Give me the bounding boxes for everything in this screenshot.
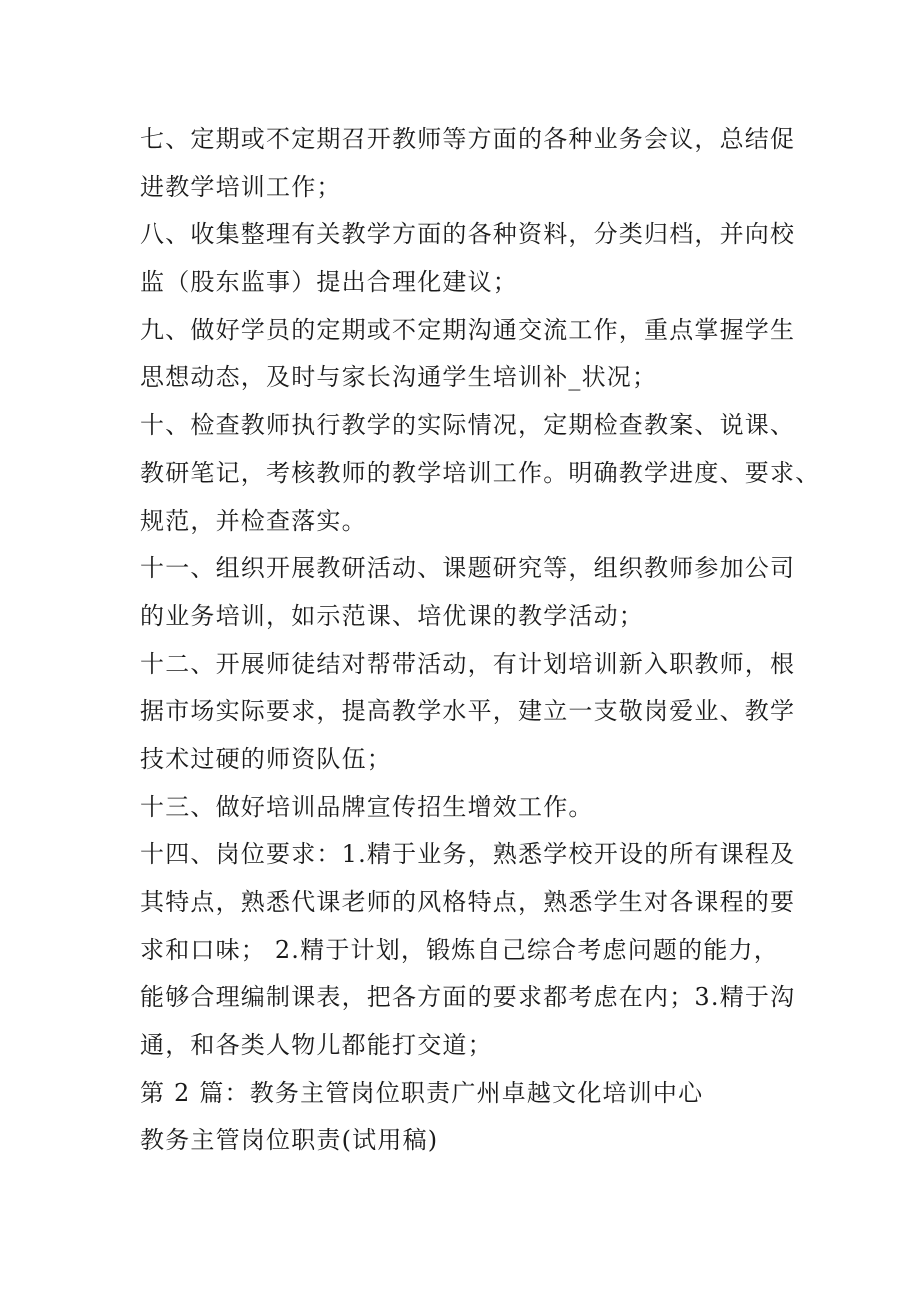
text-line: 十二、开展师徒结对帮带活动，有计划培训新入职教师，根	[140, 649, 796, 678]
text-line: 八、收集整理有关教学方面的各种资料，分类归档，并向校	[140, 220, 796, 249]
text-line: 通，和各类人物儿都能打交道；	[140, 1031, 493, 1060]
text-line: 十一、组织开展教研活动、课题研究等，组织教师参加公司	[140, 554, 796, 583]
text-line: 思想动态，及时与家长沟通学生培训补_状况；	[140, 363, 658, 392]
text-line: 进教学培训工作；	[140, 172, 342, 201]
text-line: 十四、岗位要求：1.精于业务，熟悉学校开设的所有课程及	[140, 840, 796, 869]
document-body	[140, 116, 821, 1165]
text-line: 技术过硬的师资队伍；	[140, 744, 392, 773]
text-line: 规范，并检查落实。	[140, 506, 367, 535]
text-line: 九、做好学员的定期或不定期沟通交流工作，重点掌握学生	[140, 315, 796, 344]
text-line: 监（股东监事）提出合理化建议；	[140, 268, 518, 297]
section-subheading: 教务主管岗位职责(试用稿)	[140, 1126, 439, 1155]
text-line: 求和口味； 2.精于计划，锻炼自己综合考虑问题的能力，	[140, 935, 779, 964]
text-line: 能够合理编制课表，把各方面的要求都考虑在内；3.精于沟	[140, 983, 796, 1012]
text-line: 的业务培训，如示范课、培优课的教学活动；	[140, 601, 644, 630]
text-line: 其特点，熟悉代课老师的风格特点，熟悉学生对各课程的要	[140, 888, 796, 916]
text-line: 十三、做好培训品牌宣传招生增效工作。	[140, 792, 594, 821]
text-line: 十、检查教师执行教学的实际情况，定期检查教案、说课、	[140, 411, 796, 440]
text-line: 教研笔记，考核教师的教学培训工作。明确教学进度、要求、	[140, 458, 821, 487]
text-line: 七、定期或不定期召开教师等方面的各种业务会议，总结促	[140, 125, 796, 153]
section-heading: 第 2 篇：教务主管岗位职责广州卓越文化培训中心	[140, 1078, 704, 1107]
text-line: 据市场实际要求，提高教学水平，建立一支敬岗爱业、教学	[140, 697, 796, 726]
